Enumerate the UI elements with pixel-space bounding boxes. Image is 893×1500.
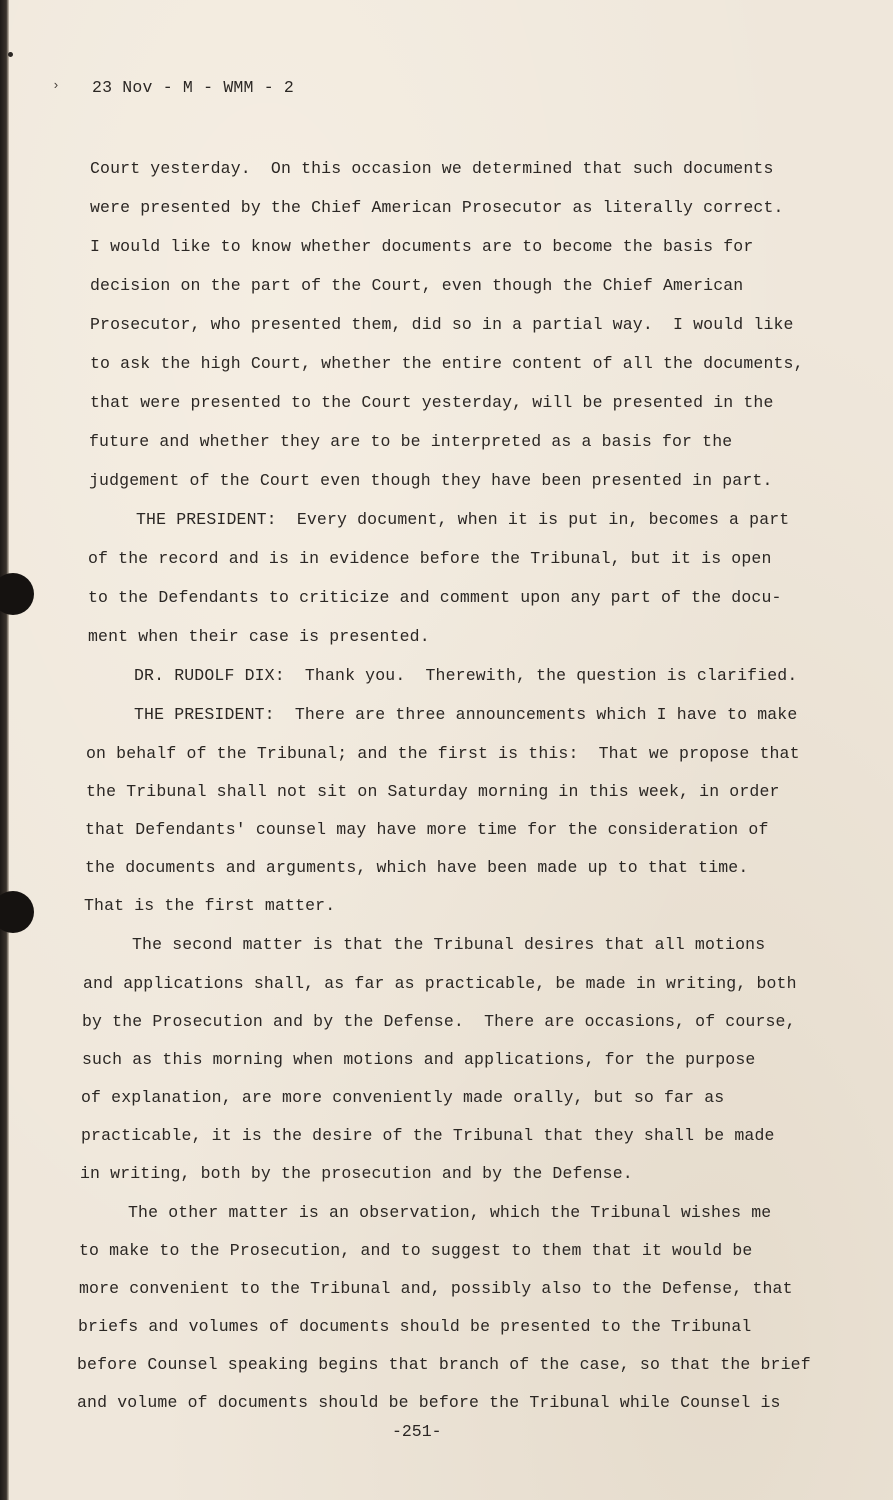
text-line: I would like to know whether documents are to become the basis for [90,237,754,256]
text-line: and volume of documents should be before the Tribunal while Counsel is [77,1393,781,1412]
page-number: -251- [392,1422,442,1441]
text-line: That is the first matter. [84,896,336,915]
text-line: in writing, both by the prosecution and by the Defense. [80,1164,633,1183]
text-line: such as this morning when motions and applications, for the purpose [82,1050,756,1069]
text-line: to make to the Prosecution, and to suggest to them that it would be [79,1241,753,1260]
text-line: future and whether they are to be interpreted as a basis for the [89,432,733,451]
text-line: Prosecutor, who presented them, did so in a partial way. I would like [90,315,794,334]
text-line: by the Prosecution and by the Defense. There are occasions, of course, [82,1012,796,1031]
page-header: 23 Nov - M - WMM - 2 [92,78,295,97]
text-line: decision on the part of the Court, even though the Chief American [90,276,744,295]
text-line: on behalf of the Tribunal; and the first is this: That we propose that [86,744,800,763]
text-line: ment when their case is presented. [88,627,430,646]
text-line: of explanation, are more conveniently made orally, but so far as [81,1088,725,1107]
text-line: The second matter is that the Tribunal desires that all motions [132,935,766,954]
text-line: that Defendants' counsel may have more time for the consideration of [85,820,769,839]
text-line: DR. RUDOLF DIX: Thank you. Therewith, the question is clarified. [134,666,798,685]
text-line: before Counsel speaking begins that branch of the case, so that the brief [77,1355,811,1374]
text-line: to ask the high Court, whether the entire content of all the documents, [90,354,804,373]
page-edge [0,0,9,1500]
text-line: of the record and is in evidence before the Tribunal, but it is open [88,549,772,568]
text-line: more convenient to the Tribunal and, possibly also to the Defense, that [79,1279,793,1298]
text-line: and applications shall, as far as practicable, be made in writing, both [83,974,797,993]
text-line: THE PRESIDENT: Every document, when it is put in, becomes a part [136,510,790,529]
margin-dot [8,52,13,57]
text-line: practicable, it is the desire of the Tribunal that they shall be made [81,1126,775,1145]
text-line: to the Defendants to criticize and comment upon any part of the docu- [88,588,782,607]
text-line: that were presented to the Court yesterday, will be presented in the [90,393,774,412]
text-line: The other matter is an observation, which the Tribunal wishes me [128,1203,772,1222]
text-line: THE PRESIDENT: There are three announcements which I have to make [134,705,798,724]
text-line: the documents and arguments, which have been made up to that time. [85,858,749,877]
text-line: were presented by the Chief American Prosecutor as literally correct. [90,198,784,217]
punch-hole [0,573,34,615]
punch-hole [0,891,34,933]
margin-mark: › [52,78,60,93]
text-line: briefs and volumes of documents should be presented to the Tribunal [78,1317,752,1336]
text-line: the Tribunal shall not sit on Saturday morning in this week, in order [86,782,780,801]
text-line: judgement of the Court even though they have been presented in part. [89,471,773,490]
text-line: Court yesterday. On this occasion we determined that such documents [90,159,774,178]
